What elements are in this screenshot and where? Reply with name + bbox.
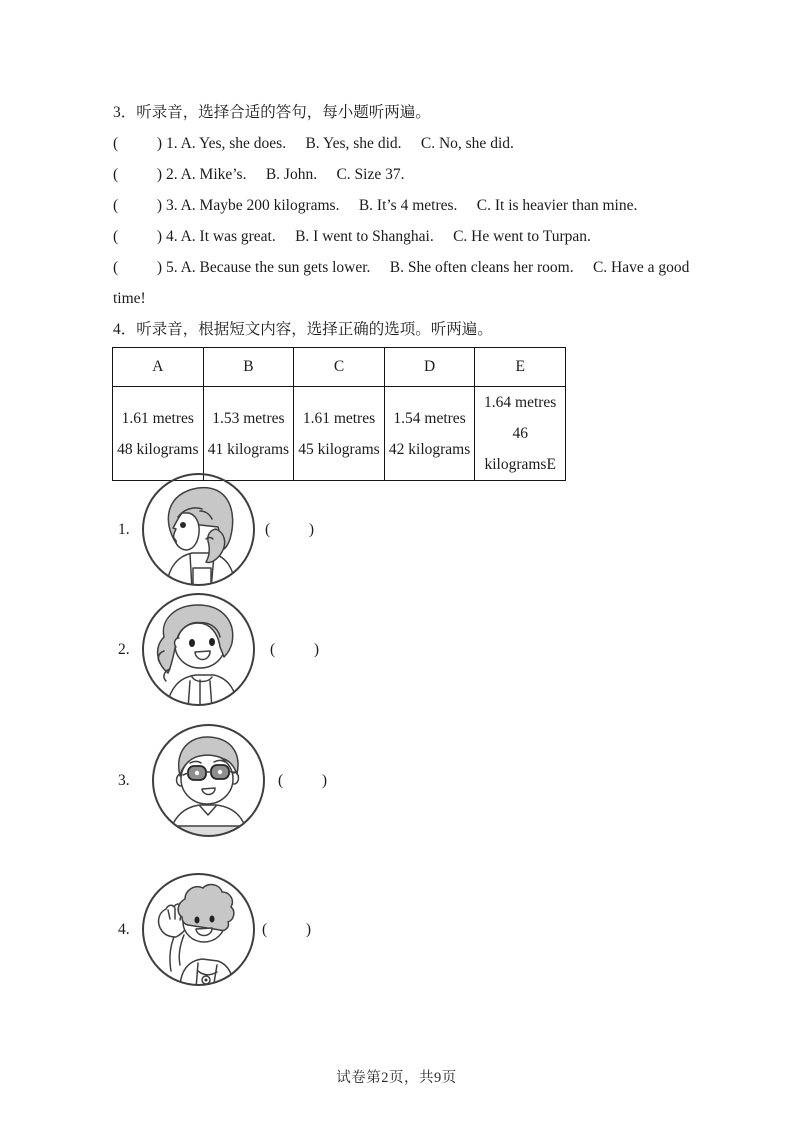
table-cell-a <box>113 387 204 481</box>
table-header-e: E <box>475 348 566 387</box>
table-header-d: D <box>384 348 475 387</box>
question-3-item-1: ( ) 1. A. Yes, she does. B. Yes, she did. C. No, she did. <box>113 135 514 152</box>
question-4-item-2 <box>113 591 319 708</box>
height-value: 1.61 metres <box>302 409 376 427</box>
answer-blank: ( ) <box>270 640 320 658</box>
table-cell-c <box>294 387 385 481</box>
weight-value: 46 kilogramsE <box>484 425 556 473</box>
page-footer: 试卷第2页，共9页 <box>336 1070 457 1086</box>
weight-value: 45 kilograms <box>298 440 380 458</box>
item-number: 4. <box>118 920 130 938</box>
girl-side-ponytail-icon <box>140 591 257 708</box>
weight-value: 42 kilograms <box>388 440 471 458</box>
answer-blank: ( ) <box>262 920 312 938</box>
height-value: 1.53 metres <box>212 409 285 427</box>
answer-blank: ( ) <box>265 520 315 538</box>
table-header-b: B <box>203 348 294 387</box>
height-value: 1.64 metres <box>484 394 557 411</box>
weight-value: 48 kilograms <box>117 440 199 458</box>
question-3-item-4: ( ) 4. A. It was great. B. I went to Shanghai. C. He went to Turpan. <box>113 228 591 245</box>
question-3-item-3: ( ) 3. A. Maybe 200 kilograms. B. It’s 4 metres. C. It is heavier than mine. <box>113 197 638 214</box>
table-cell-d <box>384 387 475 481</box>
question-4-title: 4．听录音，根据短文内容，选择正确的选项。听两遍。 <box>113 321 493 338</box>
question-3-item-2: ( ) 2. A. Mike’s. B. John. C. Size 37. <box>113 166 405 183</box>
height-value: 1.61 metres <box>121 409 194 427</box>
height-value: 1.54 metres <box>393 409 466 427</box>
question-3-title: 3．听录音，选择合适的答句，每小题听两遍。 <box>113 104 431 121</box>
table-header-c: C <box>294 348 385 387</box>
table-header-a: A <box>113 348 204 387</box>
question-3-item-5-continuation: time! <box>113 290 146 307</box>
table-cell-b <box>203 387 294 481</box>
boy-waving-icon <box>140 871 257 988</box>
item-number: 3. <box>118 771 130 789</box>
question-4-item-1 <box>113 471 314 588</box>
question-4-item-3 <box>113 722 327 839</box>
table-data-row <box>113 387 566 481</box>
answer-blank: ( ) <box>278 771 328 789</box>
item-number: 1. <box>118 520 130 538</box>
boy-glasses-icon <box>150 722 267 839</box>
height-weight-table <box>112 347 566 481</box>
weight-value: 41 kilograms <box>207 440 290 458</box>
question-3-item-5: ( ) 5. A. Because the sun gets lower. B. She often cleans her room. C. Have a good <box>113 259 690 276</box>
girl-profile-pigtail-icon <box>140 471 257 588</box>
item-number: 2. <box>118 640 130 658</box>
table-header-row <box>113 348 566 387</box>
listening-sections-text <box>113 97 733 345</box>
question-4-item-4 <box>113 871 311 988</box>
table-cell-e <box>475 387 566 481</box>
